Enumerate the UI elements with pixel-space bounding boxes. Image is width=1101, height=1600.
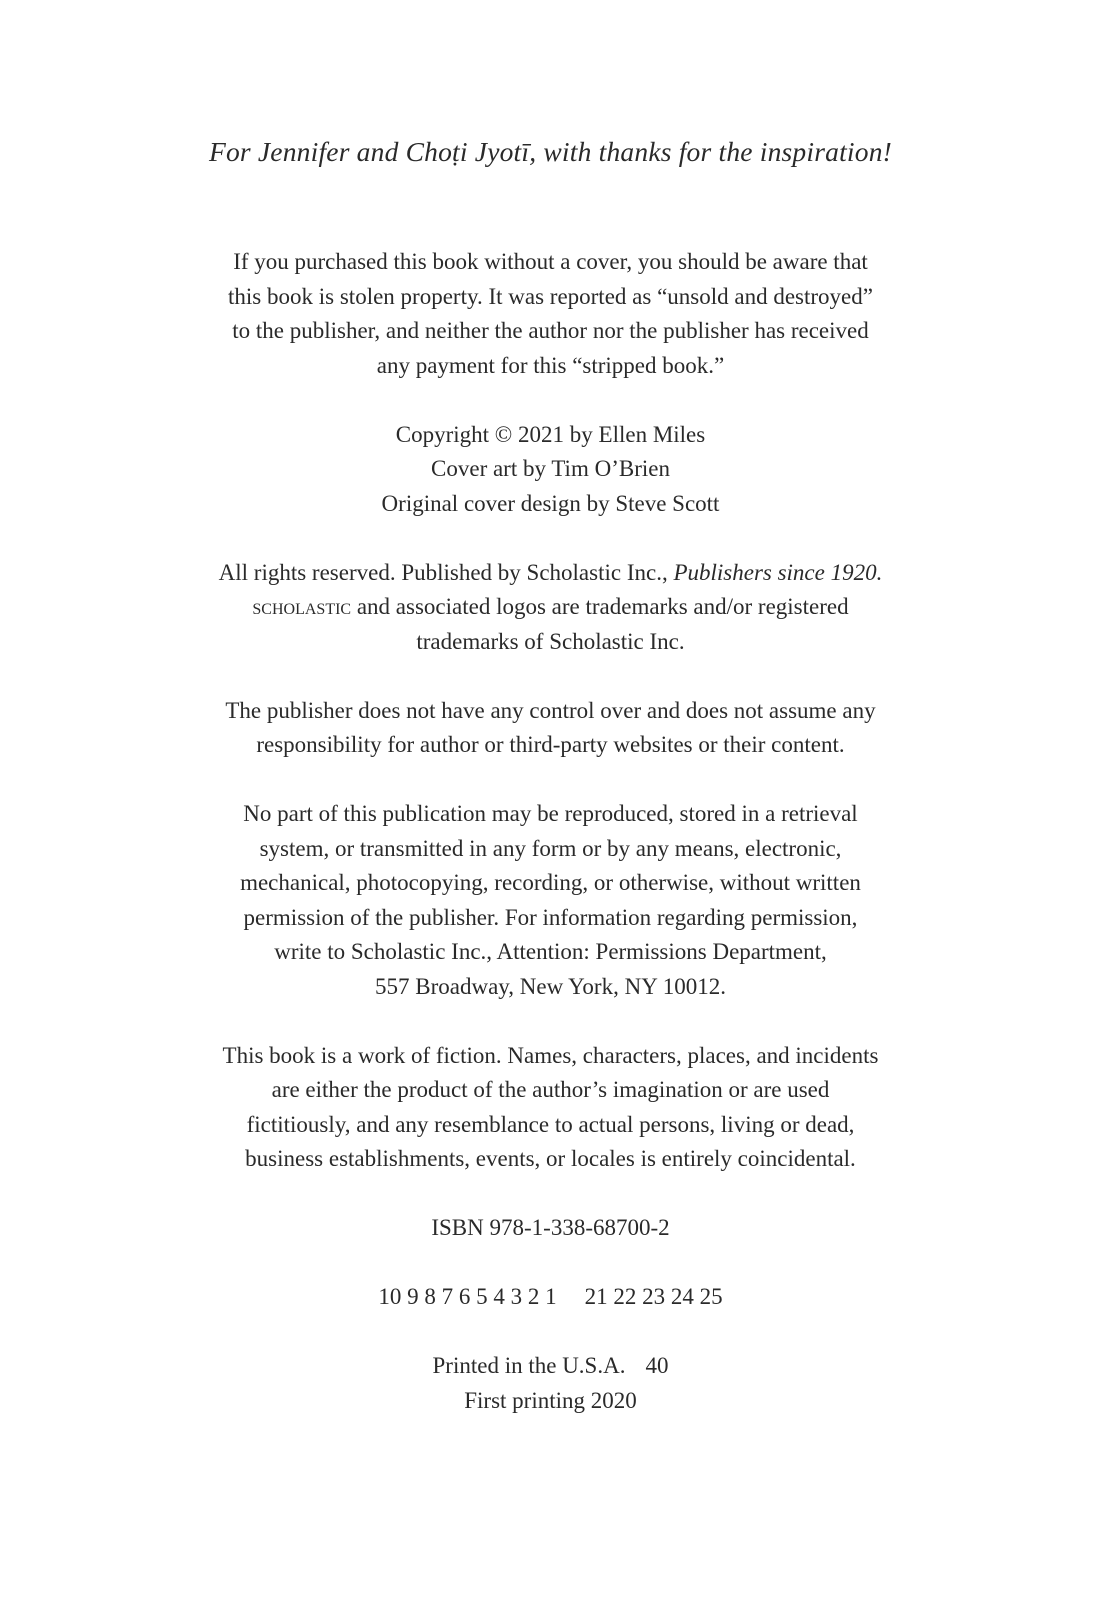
copyright-body	[110, 245, 991, 1453]
year-numbers: 21 22 23 24 25	[584, 1284, 723, 1309]
printed-in-country: Printed in the U.S.A.	[432, 1353, 626, 1378]
rights-line	[110, 556, 991, 591]
fiction-line: are either the product of the author’s imagination or are used	[271, 1077, 830, 1102]
reproduction-line: system, or transmitted in any form or by any means, electronic,	[259, 835, 842, 861]
reproduction-line: mechanical, photocopying, recording, or otherwise, without written	[240, 870, 861, 895]
printing-line-block	[110, 1280, 991, 1315]
dedication: For Jennifer and Choṭi Jyotī, with thanks for the inspiration!	[208, 136, 893, 167]
printer-code: 40	[645, 1353, 669, 1378]
trademark-line-text: and associated logos are trademarks and/or registered	[351, 594, 849, 619]
trademark-line: trademarks of Scholastic Inc.	[416, 628, 685, 654]
reproduction-line: permission of the publisher. For information regarding permission,	[243, 904, 858, 930]
publisher-address: 557 Broadway, New York, NY 10012.	[375, 973, 726, 999]
isbn-block	[110, 1211, 991, 1246]
stripped-notice-line: this book is stolen property. It was reported as “unsold and destroyed”	[228, 283, 873, 309]
stripped-notice-line: If you purchased this book without a cover, you should be aware that	[233, 249, 868, 274]
scholastic-wordmark: scholastic	[252, 594, 352, 619]
credits	[110, 418, 991, 522]
fiction-line: This book is a work of fiction. Names, characters, places, and incidents	[222, 1042, 879, 1068]
reproduction-line: write to Scholastic Inc., Attention: Permissions Department,	[274, 939, 827, 964]
isbn: ISBN 978-1-338-68700-2	[431, 1215, 670, 1240]
stripped-book-notice	[110, 245, 991, 383]
fiction-notice	[110, 1039, 991, 1177]
fiction-line: business establishments, events, or locales is entirely coincidental.	[245, 1146, 856, 1171]
websites-disclaimer	[110, 694, 991, 763]
copyright-line: Copyright © 2021 by Ellen Miles	[395, 421, 706, 447]
disclaimer-line: responsibility for author or third-party websites or their content.	[256, 732, 845, 757]
fiction-line: fictitiously, and any resemblance to actual persons, living or dead,	[246, 1111, 855, 1137]
publisher-tagline: Publishers since 1920.	[673, 559, 883, 585]
stripped-notice-line: to the publisher, and neither the author nor the publisher has received	[232, 318, 869, 343]
trademark-line	[110, 590, 991, 625]
printing-info	[110, 1349, 991, 1418]
printing-line	[110, 1280, 991, 1315]
cover-design-credit: Original cover design by Steve Scott	[381, 490, 720, 516]
disclaimer-line: The publisher does not have any control over and does not assume any	[225, 697, 876, 723]
rights-line-text: All rights reserved. Published by Scholastic Inc.,	[218, 559, 674, 585]
printed-in-line	[110, 1349, 991, 1384]
first-printing: First printing 2020	[464, 1387, 637, 1413]
rights-statement	[110, 556, 991, 660]
reproduction-notice	[110, 797, 991, 1004]
stripped-notice-line: any payment for this “stripped book.”	[376, 352, 725, 378]
cover-art-credit: Cover art by Tim O’Brien	[431, 456, 670, 481]
impression-numbers: 10 9 8 7 6 5 4 3 2 1	[378, 1284, 557, 1309]
reproduction-line: No part of this publication may be reproduced, stored in a retrieval	[243, 801, 858, 826]
